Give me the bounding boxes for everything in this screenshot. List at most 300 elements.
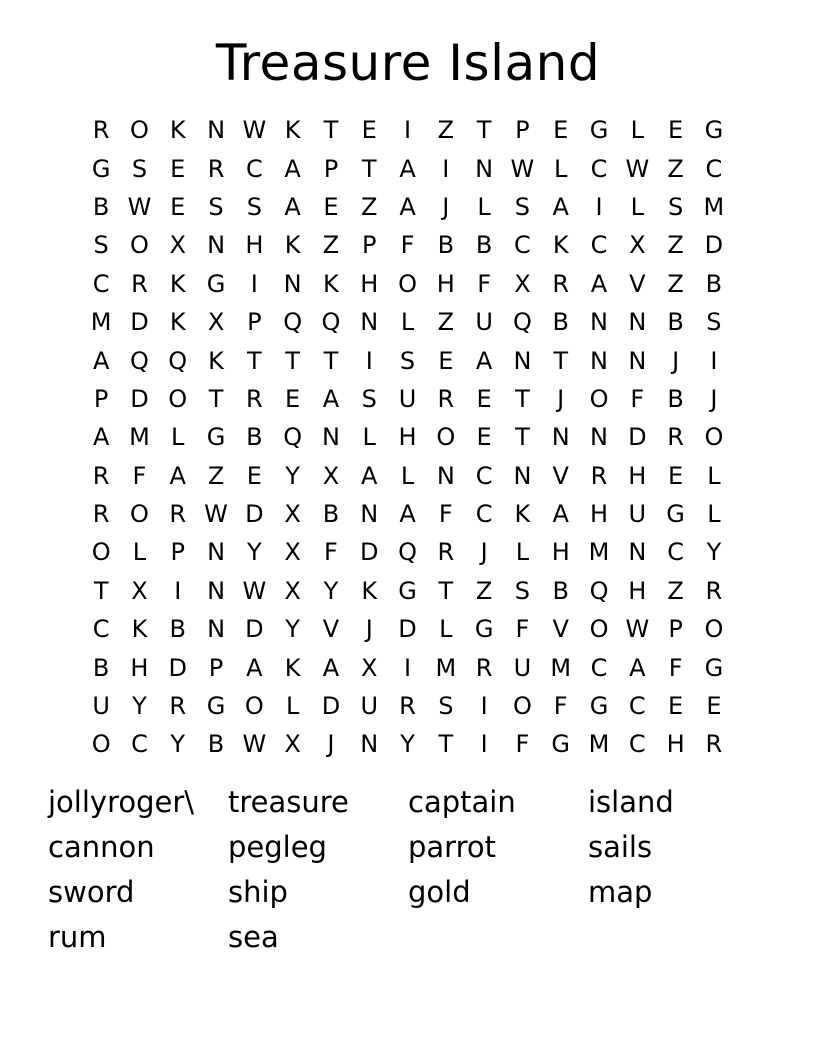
grid-cell[interactable]: S <box>361 384 377 413</box>
grid-cell[interactable]: K <box>169 308 186 337</box>
grid-cell[interactable]: Y <box>132 692 147 721</box>
grid-cell[interactable]: M <box>588 538 610 567</box>
grid-cell[interactable]: D <box>359 538 379 567</box>
grid-cell[interactable]: N <box>321 423 340 452</box>
grid-cell[interactable]: B <box>92 653 110 682</box>
grid-cell[interactable]: R <box>207 154 225 183</box>
word-list <box>48 780 768 960</box>
grid-cell[interactable]: F <box>400 231 415 260</box>
grid-cell[interactable]: X <box>284 730 301 759</box>
grid-cell[interactable]: N <box>628 308 647 337</box>
grid-cell[interactable]: X <box>131 576 148 605</box>
grid-cell[interactable]: N <box>207 538 226 567</box>
grid-cell[interactable]: S <box>131 154 148 183</box>
grid-cell[interactable]: P <box>668 615 683 644</box>
grid-cell[interactable]: T <box>93 576 109 605</box>
grid-cell[interactable]: N <box>513 461 532 490</box>
grid-cell[interactable]: B <box>437 231 455 260</box>
grid-cell[interactable]: I <box>403 116 412 145</box>
grid-cell[interactable]: Y <box>323 576 339 605</box>
grid-cell[interactable]: R <box>705 730 723 759</box>
grid-cell[interactable]: X <box>284 576 301 605</box>
grid-cell[interactable]: C <box>628 692 646 721</box>
grid-cell[interactable]: X <box>361 653 378 682</box>
grid-cell[interactable]: U <box>360 692 379 721</box>
grid-cell[interactable]: P <box>93 384 109 413</box>
word-list-item: cannon <box>48 830 155 864</box>
grid-cell[interactable]: K <box>208 346 224 375</box>
grid-cell[interactable]: B <box>667 308 684 337</box>
grid-cell[interactable]: O <box>91 730 111 759</box>
grid-cell[interactable]: F <box>515 730 530 759</box>
grid-cell[interactable]: D <box>130 308 149 337</box>
grid-cell[interactable]: U <box>398 384 417 413</box>
grid-cell[interactable]: H <box>245 231 264 260</box>
grid-cell[interactable]: N <box>207 116 226 145</box>
grid-cell[interactable]: R <box>169 500 187 529</box>
grid-cell[interactable]: B <box>475 231 493 260</box>
grid-cell[interactable]: K <box>361 576 378 605</box>
grid-cell[interactable]: Q <box>321 308 341 337</box>
grid-cell[interactable]: Z <box>667 154 684 183</box>
grid-cell[interactable]: G <box>474 615 494 644</box>
word-list-item: map <box>588 875 653 909</box>
grid-cell[interactable]: M <box>703 192 725 221</box>
grid-cell[interactable]: J <box>327 730 335 759</box>
grid-cell[interactable]: M <box>550 653 572 682</box>
grid-cell[interactable]: F <box>324 538 338 567</box>
grid-cell[interactable]: B <box>207 730 225 759</box>
word-list-item: sea <box>228 920 279 954</box>
grid-cell[interactable]: G <box>206 423 226 452</box>
grid-cell[interactable]: E <box>668 116 684 145</box>
word-list-item: gold <box>408 875 471 909</box>
grid-cell[interactable]: Q <box>168 346 188 375</box>
grid-cell[interactable]: S <box>246 192 262 221</box>
grid-cell[interactable]: T <box>323 346 339 375</box>
grid-cell[interactable]: F <box>553 692 568 721</box>
grid-cell[interactable]: S <box>208 192 224 221</box>
grid-cell[interactable]: E <box>553 116 569 145</box>
grid-cell[interactable]: B <box>246 423 263 452</box>
grid-cell[interactable]: K <box>169 116 186 145</box>
grid-cell[interactable]: Y <box>400 730 415 759</box>
grid-cell[interactable]: J <box>710 384 718 413</box>
grid-cell[interactable]: U <box>475 308 493 337</box>
grid-cell[interactable]: E <box>706 692 722 721</box>
grid-cell[interactable]: M <box>435 653 457 682</box>
grid-cell[interactable]: R <box>245 384 263 413</box>
grid-cell[interactable]: O <box>130 116 149 145</box>
grid-cell[interactable]: A <box>169 461 186 490</box>
grid-cell[interactable]: L <box>439 615 453 644</box>
grid-cell[interactable]: H <box>130 653 149 682</box>
grid-cell[interactable]: C <box>628 730 646 759</box>
grid-cell[interactable]: O <box>589 615 609 644</box>
grid-cell[interactable]: N <box>590 308 608 337</box>
grid-cell[interactable]: E <box>361 116 377 145</box>
grid-cell[interactable]: H <box>628 461 647 490</box>
grid-cell[interactable]: D <box>704 231 724 260</box>
grid-cell[interactable]: Z <box>475 576 493 605</box>
grid-cell[interactable]: O <box>130 500 149 529</box>
grid-cell[interactable]: N <box>590 423 608 452</box>
grid-cell[interactable]: I <box>442 154 450 183</box>
grid-cell[interactable]: W <box>625 154 650 183</box>
grid-cell[interactable]: F <box>668 653 683 682</box>
grid-cell[interactable]: U <box>92 692 110 721</box>
grid-cell[interactable]: E <box>476 384 492 413</box>
grid-cell[interactable]: F <box>132 461 147 490</box>
grid-cell[interactable]: J <box>442 192 450 221</box>
grid-cell[interactable]: R <box>437 538 455 567</box>
grid-cell[interactable]: T <box>438 730 454 759</box>
grid-cell[interactable]: Q <box>130 346 149 375</box>
grid-cell[interactable]: I <box>710 346 718 375</box>
grid-cell[interactable]: W <box>242 576 267 605</box>
grid-cell[interactable]: A <box>629 653 646 682</box>
grid-cell[interactable]: P <box>247 308 262 337</box>
grid-cell[interactable]: X <box>169 231 186 260</box>
grid-cell[interactable]: Z <box>437 116 455 145</box>
grid-cell[interactable]: L <box>362 423 376 452</box>
grid-cell[interactable]: U <box>513 653 532 682</box>
grid-cell[interactable]: E <box>246 461 262 490</box>
grid-cell[interactable]: A <box>475 346 493 375</box>
grid-cell[interactable]: H <box>589 500 609 529</box>
grid-cell[interactable]: X <box>284 500 301 529</box>
grid-cell[interactable]: Y <box>247 538 262 567</box>
grid-cell[interactable]: S <box>438 692 454 721</box>
grid-cell[interactable]: G <box>206 269 226 298</box>
grid-cell[interactable]: L <box>477 192 491 221</box>
grid-cell[interactable]: A <box>399 192 416 221</box>
grid-cell[interactable]: L <box>171 423 185 452</box>
grid-cell[interactable]: D <box>245 615 264 644</box>
grid-cell[interactable]: Q <box>398 538 417 567</box>
grid-cell[interactable]: J <box>480 538 488 567</box>
grid-cell[interactable]: I <box>595 192 603 221</box>
grid-cell[interactable]: L <box>707 461 721 490</box>
grid-cell[interactable]: N <box>513 346 532 375</box>
grid-cell[interactable]: Y <box>285 461 300 490</box>
grid-cell[interactable]: W <box>204 500 228 529</box>
grid-cell[interactable]: O <box>512 692 532 721</box>
grid-cell[interactable]: C <box>475 500 493 529</box>
word-list-item: sails <box>588 830 653 864</box>
grid-cell[interactable]: C <box>92 269 110 298</box>
grid-cell[interactable]: H <box>666 730 685 759</box>
grid-cell[interactable]: L <box>707 500 721 529</box>
grid-cell[interactable]: Z <box>667 576 684 605</box>
grid-cell[interactable]: A <box>361 461 378 490</box>
grid-cell[interactable]: P <box>170 538 185 567</box>
grid-cell[interactable]: N <box>283 269 302 298</box>
grid-cell[interactable]: G <box>704 653 724 682</box>
grid-cell[interactable]: N <box>551 423 570 452</box>
grid-cell[interactable]: R <box>92 116 110 145</box>
grid-cell[interactable]: N <box>360 730 379 759</box>
grid-cell[interactable]: R <box>590 461 608 490</box>
grid-cell[interactable]: R <box>131 269 148 298</box>
word-list-item: ship <box>228 875 288 909</box>
grid-cell[interactable]: P <box>208 653 224 682</box>
grid-cell[interactable]: T <box>285 346 300 375</box>
grid-cell[interactable]: E <box>476 423 492 452</box>
grid-cell[interactable]: G <box>206 692 226 721</box>
grid-cell[interactable]: K <box>514 500 531 529</box>
grid-cell[interactable]: E <box>170 154 186 183</box>
grid-cell[interactable]: T <box>323 116 339 145</box>
grid-cell[interactable]: O <box>704 423 724 452</box>
grid-cell[interactable]: J <box>672 346 680 375</box>
grid-cell[interactable]: G <box>704 116 724 145</box>
grid-cell[interactable]: E <box>323 192 339 221</box>
grid-cell[interactable]: B <box>169 615 186 644</box>
word-list-item: sword <box>48 875 135 909</box>
grid-cell[interactable]: B <box>552 308 569 337</box>
grid-cell[interactable]: W <box>242 730 267 759</box>
grid-cell[interactable]: X <box>207 308 225 337</box>
grid-cell[interactable]: T <box>553 346 569 375</box>
grid-cell[interactable]: F <box>477 269 492 298</box>
grid-cell[interactable]: A <box>552 192 569 221</box>
grid-cell[interactable]: O <box>130 231 149 260</box>
grid-cell[interactable]: C <box>590 231 608 260</box>
grid-cell[interactable]: E <box>668 461 684 490</box>
grid-cell[interactable]: J <box>557 384 565 413</box>
word-list-item: rum <box>48 920 107 954</box>
grid-cell[interactable]: X <box>284 538 301 567</box>
grid-cell[interactable]: B <box>552 576 569 605</box>
grid-cell[interactable]: S <box>93 231 109 260</box>
grid-cell[interactable]: C <box>590 154 608 183</box>
grid-cell[interactable]: N <box>590 346 608 375</box>
grid-cell[interactable]: D <box>321 692 341 721</box>
grid-cell[interactable]: Z <box>667 231 684 260</box>
grid-cell[interactable]: E <box>668 692 684 721</box>
grid-cell[interactable]: O <box>589 384 609 413</box>
grid-cell[interactable]: N <box>436 461 455 490</box>
grid-cell[interactable]: U <box>628 500 647 529</box>
grid-cell[interactable]: C <box>245 154 263 183</box>
grid-cell[interactable]: Q <box>283 308 303 337</box>
grid-cell[interactable]: L <box>400 461 415 490</box>
grid-cell[interactable]: L <box>132 538 147 567</box>
grid-cell[interactable]: S <box>399 346 416 375</box>
grid-cell[interactable]: C <box>475 461 493 490</box>
grid-cell[interactable]: Q <box>512 308 532 337</box>
grid-cell[interactable]: V <box>552 615 569 644</box>
grid-cell[interactable]: W <box>625 615 650 644</box>
grid-cell[interactable]: L <box>630 116 644 145</box>
grid-cell[interactable]: Y <box>706 538 722 567</box>
grid-cell[interactable]: R <box>169 692 187 721</box>
grid-cell[interactable]: H <box>551 538 570 567</box>
grid-cell[interactable]: Y <box>170 730 186 759</box>
grid-cell[interactable]: T <box>515 423 530 452</box>
word-list-item: treasure <box>228 785 349 819</box>
grid-cell[interactable]: H <box>360 269 379 298</box>
grid-cell[interactable]: I <box>480 692 488 721</box>
grid-cell[interactable]: R <box>475 653 493 682</box>
grid-cell[interactable]: Z <box>361 192 378 221</box>
grid-cell[interactable]: A <box>246 653 263 682</box>
grid-cell[interactable]: J <box>365 615 373 644</box>
grid-cell[interactable]: R <box>552 269 570 298</box>
grid-cell[interactable]: N <box>207 231 226 260</box>
grid-cell[interactable]: L <box>285 692 300 721</box>
grid-cell[interactable]: H <box>436 269 455 298</box>
grid-cell[interactable]: A <box>399 500 416 529</box>
grid-cell[interactable]: T <box>438 576 454 605</box>
grid-cell[interactable]: T <box>361 154 377 183</box>
grid-cell[interactable]: Q <box>589 576 609 605</box>
grid-cell[interactable]: O <box>398 269 417 298</box>
grid-cell[interactable]: B <box>705 269 723 298</box>
grid-cell[interactable]: P <box>515 116 530 145</box>
grid-cell[interactable]: W <box>242 116 267 145</box>
grid-cell[interactable]: O <box>704 615 724 644</box>
grid-cell[interactable]: C <box>667 538 684 567</box>
grid-cell[interactable]: N <box>207 576 226 605</box>
grid-cell[interactable]: A <box>92 423 110 452</box>
grid-cell[interactable]: C <box>590 653 608 682</box>
grid-cell[interactable]: F <box>438 500 453 529</box>
grid-cell[interactable]: T <box>247 346 262 375</box>
grid-cell[interactable]: A <box>552 500 569 529</box>
grid-cell[interactable]: W <box>127 192 152 221</box>
grid-cell[interactable]: H <box>398 423 417 452</box>
grid-cell[interactable]: R <box>399 692 416 721</box>
grid-cell[interactable]: I <box>250 269 258 298</box>
grid-cell[interactable]: T <box>476 116 492 145</box>
grid-cell[interactable]: O <box>436 423 456 452</box>
grid-cell[interactable]: E <box>285 384 301 413</box>
grid-cell[interactable]: X <box>629 231 646 260</box>
grid-cell[interactable]: R <box>667 423 684 452</box>
grid-cell[interactable]: A <box>399 154 416 183</box>
grid-cell[interactable]: N <box>360 308 379 337</box>
grid-cell[interactable]: K <box>284 116 301 145</box>
grid-cell[interactable]: D <box>628 423 647 452</box>
grid-cell[interactable]: F <box>630 384 645 413</box>
grid-cell[interactable]: M <box>129 423 150 452</box>
grid-cell[interactable]: E <box>438 346 454 375</box>
grid-cell[interactable]: S <box>706 308 722 337</box>
grid-cell[interactable]: E <box>170 192 186 221</box>
grid-cell[interactable]: Z <box>322 231 340 260</box>
grid-cell[interactable]: C <box>92 615 110 644</box>
grid-cell[interactable]: W <box>510 154 535 183</box>
grid-cell[interactable]: V <box>322 615 340 644</box>
grid-cell[interactable]: I <box>403 653 412 682</box>
grid-cell[interactable]: C <box>705 154 723 183</box>
grid-cell[interactable]: A <box>284 192 301 221</box>
grid-cell[interactable]: O <box>91 538 111 567</box>
grid-cell[interactable]: V <box>629 269 646 298</box>
grid-cell[interactable]: N <box>628 538 647 567</box>
grid-cell[interactable]: H <box>628 576 647 605</box>
grid-cell[interactable]: P <box>323 154 339 183</box>
grid-cell[interactable]: S <box>514 576 531 605</box>
grid-cell[interactable]: X <box>322 461 340 490</box>
grid-cell[interactable]: C <box>131 730 148 759</box>
grid-cell[interactable]: I <box>365 346 373 375</box>
grid-cell[interactable]: G <box>91 154 111 183</box>
grid-cell[interactable]: K <box>284 653 301 682</box>
grid-cell[interactable]: B <box>322 500 340 529</box>
grid-cell[interactable]: R <box>437 384 455 413</box>
grid-cell[interactable]: T <box>208 384 224 413</box>
grid-cell[interactable]: P <box>361 231 377 260</box>
grid-cell[interactable]: S <box>514 192 531 221</box>
grid-cell[interactable]: G <box>551 730 571 759</box>
grid-cell[interactable]: K <box>284 231 301 260</box>
grid-cell[interactable]: K <box>552 231 569 260</box>
grid-cell[interactable]: D <box>245 500 264 529</box>
grid-cell[interactable]: D <box>130 384 149 413</box>
grid-cell[interactable]: Z <box>667 269 684 298</box>
word-list-item: captain <box>408 785 516 819</box>
grid-cell[interactable]: G <box>666 500 685 529</box>
grid-cell[interactable]: K <box>169 269 186 298</box>
grid-cell[interactable]: G <box>589 692 609 721</box>
grid-cell[interactable]: N <box>475 154 494 183</box>
grid-cell[interactable]: N <box>360 500 379 529</box>
grid-cell[interactable]: S <box>667 192 684 221</box>
grid-cell[interactable]: I <box>174 576 182 605</box>
grid-cell[interactable]: O <box>168 384 188 413</box>
grid-cell[interactable]: Q <box>283 423 303 452</box>
grid-cell[interactable]: I <box>480 730 488 759</box>
grid-cell[interactable]: O <box>244 692 264 721</box>
grid-cell[interactable]: A <box>322 653 340 682</box>
grid-cell[interactable]: B <box>667 384 684 413</box>
grid-cell[interactable]: L <box>554 154 568 183</box>
grid-cell[interactable]: T <box>515 384 530 413</box>
grid-cell[interactable]: R <box>92 500 110 529</box>
grid-cell[interactable]: L <box>515 538 530 567</box>
grid-cell[interactable]: N <box>628 346 647 375</box>
grid-cell[interactable]: C <box>514 231 531 260</box>
grid-cell[interactable]: R <box>92 461 110 490</box>
grid-cell[interactable]: L <box>400 308 415 337</box>
grid-cell[interactable]: A <box>284 154 301 183</box>
grid-cell[interactable]: Z <box>207 461 225 490</box>
grid-cell[interactable]: L <box>630 192 644 221</box>
grid-cell[interactable]: A <box>322 384 340 413</box>
grid-cell[interactable]: Z <box>437 308 455 337</box>
grid-cell[interactable]: A <box>92 346 110 375</box>
grid-cell[interactable]: F <box>515 615 530 644</box>
grid-cell[interactable]: K <box>323 269 339 298</box>
grid-cell[interactable]: M <box>90 308 112 337</box>
grid-cell[interactable]: D <box>168 653 187 682</box>
grid-cell[interactable]: G <box>398 576 417 605</box>
grid-cell[interactable]: A <box>590 269 608 298</box>
grid-cell[interactable]: N <box>207 615 226 644</box>
grid-cell[interactable]: K <box>131 615 148 644</box>
grid-cell[interactable]: D <box>398 615 417 644</box>
grid-cell[interactable]: B <box>92 192 110 221</box>
grid-cell[interactable]: Y <box>285 615 300 644</box>
grid-cell[interactable]: R <box>705 576 723 605</box>
grid-cell[interactable]: G <box>589 116 609 145</box>
grid-cell[interactable]: M <box>588 730 610 759</box>
grid-cell[interactable]: X <box>514 269 531 298</box>
grid-cell[interactable]: V <box>552 461 569 490</box>
